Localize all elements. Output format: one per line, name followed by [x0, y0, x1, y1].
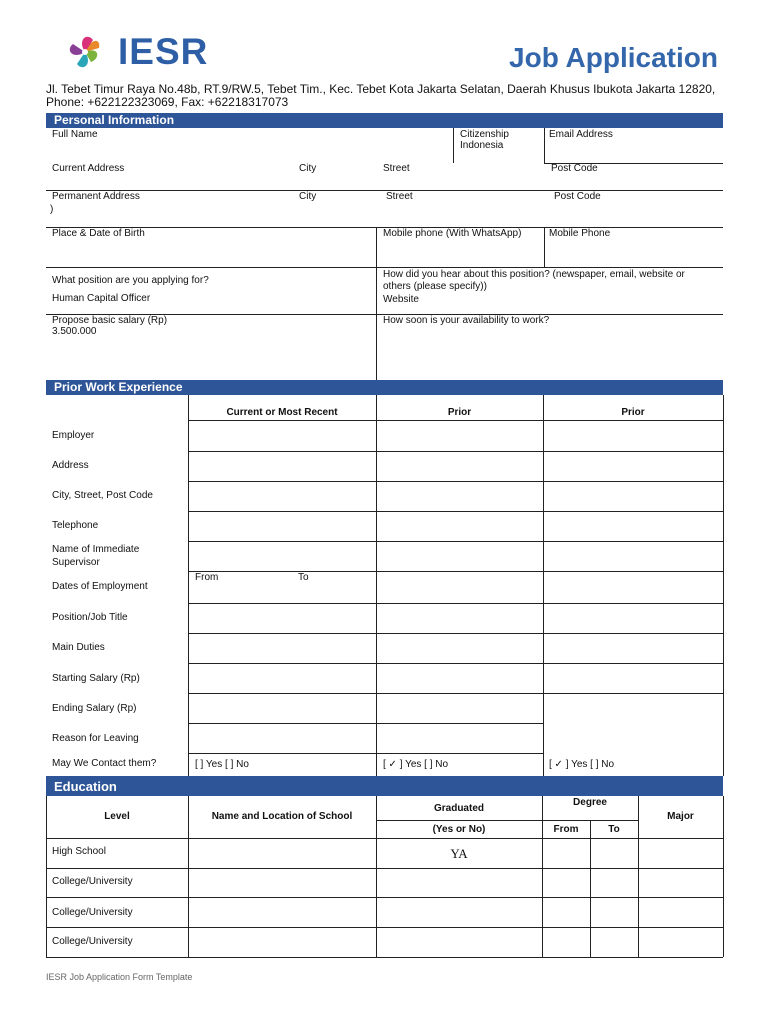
edu-header-graduated: Graduated: [433, 803, 484, 814]
work-row-supervisor-line2: Supervisor: [52, 557, 100, 568]
current-street-label: Street: [383, 163, 410, 174]
mobile-whatsapp-label: Mobile phone (With WhatsApp): [383, 228, 522, 239]
edu-row-graduated: YA: [450, 846, 468, 861]
edu-header-degree: Degree: [573, 797, 607, 808]
page-title: Job Application: [509, 42, 718, 73]
work-col-current: Current or Most Recent: [226, 407, 338, 418]
permanent-address-paren: ): [50, 204, 54, 215]
work-row-reason: Reason for Leaving: [52, 733, 139, 744]
edu-header-to: To: [608, 824, 620, 835]
current-address-label: Current Address: [52, 163, 125, 174]
work-col-prior-2: Prior: [621, 407, 645, 418]
work-row-starting-salary: Starting Salary (Rp): [52, 673, 140, 684]
hear-value: Website: [383, 294, 419, 305]
edu-row-level: College/University: [52, 936, 133, 947]
edu-header-from: From: [553, 824, 579, 835]
footer-text: IESR Job Application Form Template: [46, 972, 193, 982]
permanent-street-label: Street: [386, 191, 413, 202]
edu-header-school: Name and Location of School: [211, 811, 353, 822]
position-question: What position are you applying for?: [52, 275, 209, 286]
position-value: Human Capital Officer: [52, 293, 151, 304]
work-row-position: Position/Job Title: [52, 612, 128, 623]
salary-value: 3.500.000: [52, 326, 97, 337]
availability-question: How soon is your availability to work?: [383, 315, 550, 326]
permanent-city-label: City: [299, 191, 317, 202]
salary-question: Propose basic salary (Rp): [52, 315, 168, 326]
work-from-label: From: [195, 572, 219, 583]
work-col-prior-1: Prior: [447, 407, 472, 418]
hear-question-line1: How did you hear about this position? (newspaper, email, website or: [383, 269, 685, 280]
permanent-postcode-label: Post Code: [554, 191, 601, 202]
edu-row-level: High School: [52, 846, 106, 857]
work-row-address: Address: [52, 460, 89, 471]
work-row-contact: May We Contact them?: [52, 758, 157, 769]
company-phone: Phone: +622122323069, Fax: +62218317073: [46, 95, 289, 109]
edu-row-level: College/University: [52, 907, 133, 918]
section-header-personal: Personal Information: [46, 113, 723, 128]
logo-text: IESR: [118, 31, 209, 72]
contact-checkbox-prior-1[interactable]: [ ✓ ] Yes [ ] No: [383, 759, 449, 770]
work-row-telephone: Telephone: [52, 520, 99, 531]
permanent-address-label: Permanent Address: [52, 191, 140, 202]
contact-checkbox-prior-2[interactable]: [ ✓ ] Yes [ ] No: [549, 759, 615, 770]
edu-header-level: Level: [104, 811, 130, 822]
place-dob-label: Place & Date of Birth: [52, 228, 145, 239]
work-row-ending-salary: Ending Salary (Rp): [52, 703, 137, 714]
edu-header-major: Major: [667, 811, 694, 822]
work-row-supervisor: Name of Immediate: [52, 544, 140, 555]
full-name-label: Full Name: [52, 129, 98, 140]
current-city-label: City: [299, 163, 317, 174]
section-header-work: Prior Work Experience: [46, 380, 723, 395]
mobile-phone-label: Mobile Phone: [549, 228, 611, 239]
work-row-dates: Dates of Employment: [52, 581, 148, 592]
pinwheel-logo-icon: [62, 30, 108, 74]
work-row-employer: Employer: [52, 430, 95, 441]
work-row-city: City, Street, Post Code: [52, 490, 153, 501]
section-header-education: Education: [46, 776, 723, 796]
contact-checkbox-current[interactable]: [ ] Yes [ ] No: [195, 759, 249, 770]
work-to-label: To: [298, 572, 309, 583]
hear-question-line2: others (please specify)): [383, 281, 487, 292]
citizenship-value: Indonesia: [460, 140, 504, 151]
edu-row-level: College/University: [52, 876, 133, 887]
company-address: Jl. Tebet Timur Raya No.48b, RT.9/RW.5, Tebet Tim., Kec. Tebet Kota Jakarta Selatan, Daerah Khusus Ibukota Jakarta 12820,: [46, 82, 716, 96]
iesr-logo: [62, 30, 212, 74]
citizenship-label: Citizenship: [460, 129, 509, 140]
email-label: Email Address: [549, 129, 613, 140]
work-row-duties: Main Duties: [52, 642, 105, 653]
edu-header-yes-no: (Yes or No): [432, 824, 486, 835]
current-postcode-label: Post Code: [551, 163, 598, 174]
